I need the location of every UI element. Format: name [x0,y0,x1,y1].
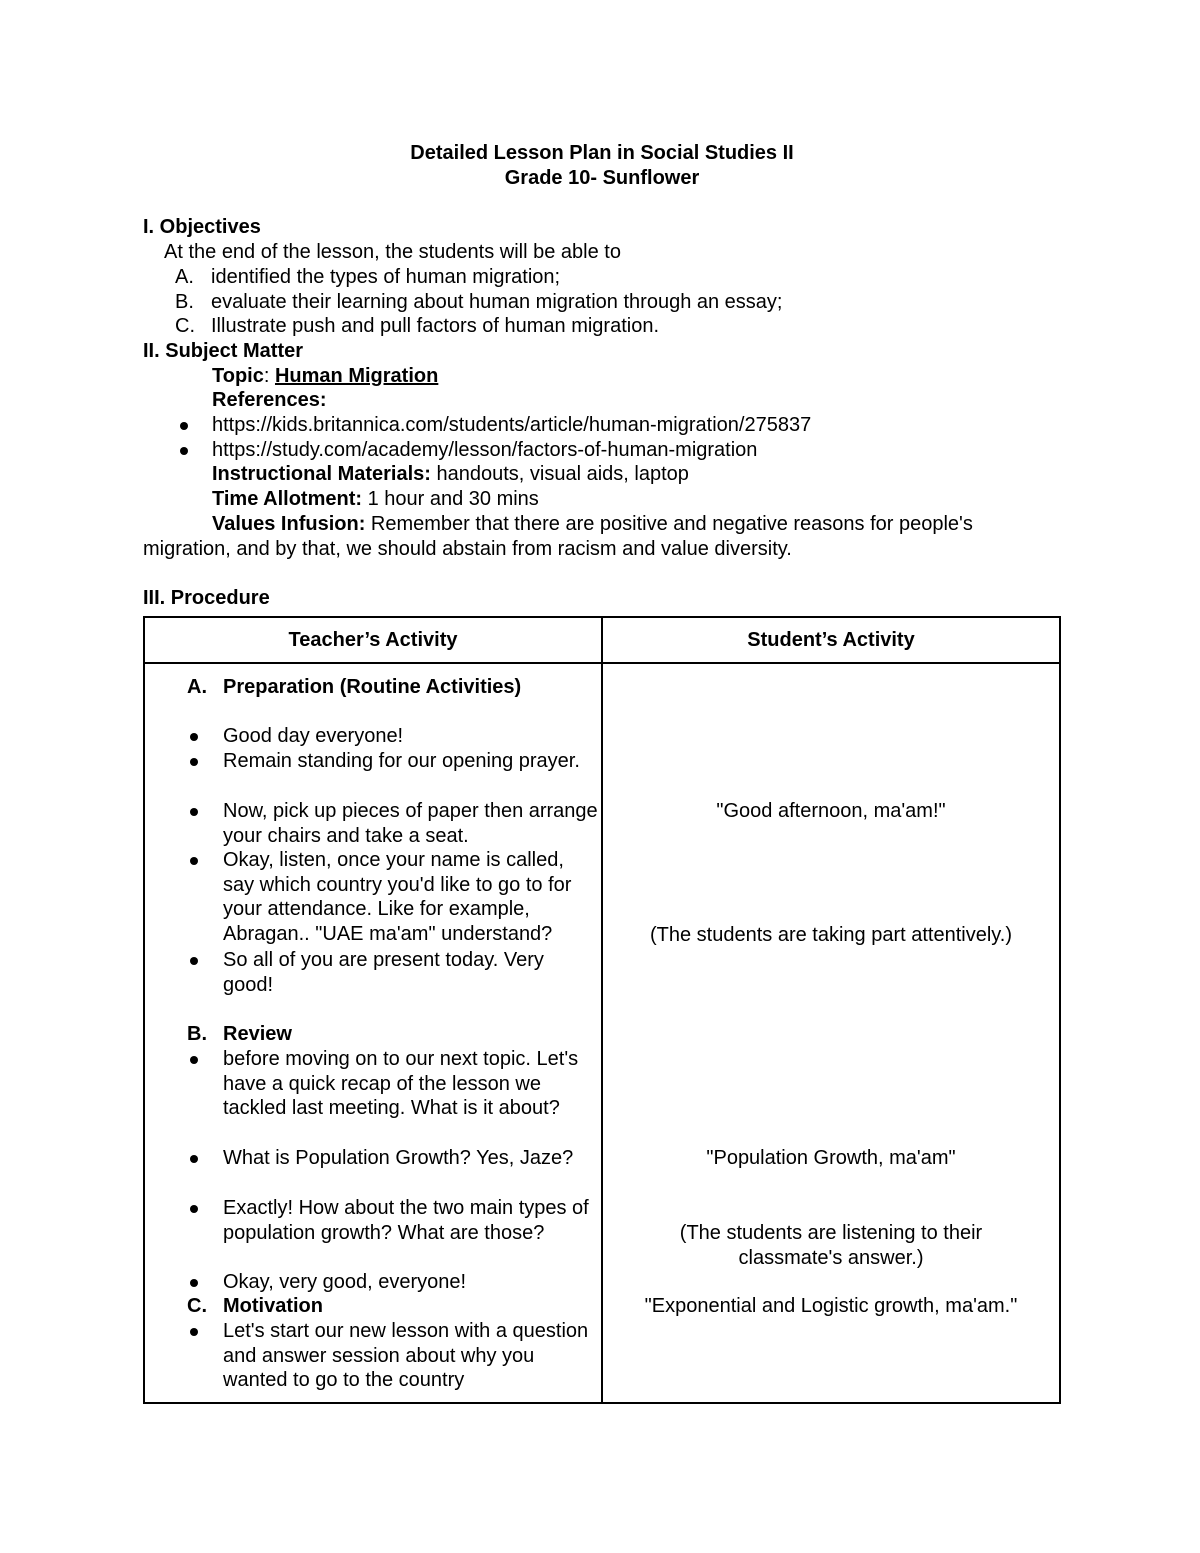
student-response: "Good afternoon, ma'am!" [716,800,946,822]
objective-letter: B. [175,290,194,313]
student-response: (The students are listening to their classmate's answer.) [679,1222,983,1269]
list-item [223,1319,598,1393]
reference-link[interactable]: https://study.com/academy/lesson/factors-of-human-migration [212,438,758,461]
list-item [223,799,598,848]
student-response: "Exponential and Logistic growth, ma'am." [644,1295,1018,1317]
time-line [143,487,1061,512]
procedure-heading: III. Procedure [143,587,270,610]
list-item-text: Okay, very good, everyone! [223,1271,467,1293]
references-label: References: [212,389,327,412]
list-item [223,948,598,997]
list-item-text: So all of you are present today. Very good! [223,949,544,996]
list-item-text: What is Population Growth? Yes, Jaze? [223,1147,574,1169]
reference-item [143,438,1061,463]
values-label: Values Infusion: [212,512,366,535]
bullet-icon [180,447,188,455]
objective-text: evaluate their learning about human migration through an essay; [211,290,783,313]
list-item [223,1196,598,1245]
student-activity-header: Student’s Activity [602,617,1060,663]
list-item-text: Remain standing for our opening prayer. [223,750,580,772]
list-item [223,848,598,947]
bullet-icon [180,422,188,430]
list-item [223,1146,598,1171]
bullet-icon [190,1205,198,1213]
time-label: Time Allotment: [212,488,363,511]
values-value-line2: migration, and by that, we should abstain from racism and value diversity. [143,537,792,560]
time-value: 1 hour and 30 mins [362,488,539,511]
student-response: (The students are taking part attentively.) [649,924,1013,946]
objective-letter: A. [175,265,194,288]
bullet-icon [190,733,198,741]
objective-item [143,265,1061,290]
student-activity-cell [603,664,1059,1402]
list-item-text: before moving on to our next topic. Let's have a quick recap of the lesson we tackled last meeting. What is it about? [223,1048,579,1120]
topic-label: Topic [212,364,264,387]
document-title: Detailed Lesson Plan in Social Studies II [410,142,794,164]
reference-link[interactable]: https://kids.britannica.com/students/article/human-migration/275837 [212,414,812,437]
section-letter: C. [187,1295,207,1317]
list-item-text: Okay, listen, once your name is called, say which country you'd like to go to for your attendance. Like for example, Abragan.. "UAE ma'am" understand? [223,849,572,946]
teacher-activity-cell [145,664,601,1402]
materials-value: handouts, visual aids, laptop [430,463,689,486]
list-item-text: Exactly! How about the two main types of population growth? What are those? [223,1197,589,1244]
table-header-row [144,617,1060,663]
list-item-text: Let's start our new lesson with a question and answer session about why you wanted to go to the country [223,1320,589,1392]
bullet-icon [190,1056,198,1064]
values-value-line1: Remember that there are positive and negative reasons for people's [365,512,973,535]
subject-matter-heading: II. Subject Matter [143,339,304,362]
teacher-activity-header: Teacher’s Activity [144,617,602,663]
section-letter: B. [187,1023,207,1045]
section-title: Preparation (Routine Activities) [223,676,522,698]
materials-label: Instructional Materials: [212,463,431,486]
topic-line [143,364,1061,389]
procedure-table [143,616,1061,1404]
objective-item [143,314,1061,339]
section-letter: A. [187,676,207,698]
list-item-text: Good day everyone! [223,725,404,747]
objectives-heading: I. Objectives [143,216,261,239]
objective-text: Illustrate push and pull factors of human migration. [211,315,660,338]
values-line [143,512,1061,537]
bullet-icon [190,857,198,865]
bullet-icon [190,1155,198,1163]
bullet-icon [190,808,198,816]
objective-letter: C. [175,315,195,338]
topic-separator: : [263,364,275,387]
lesson-plan-page [143,141,1061,1392]
student-response: "Population Growth, ma'am" [706,1147,956,1169]
objective-item [143,290,1061,315]
bullet-icon [190,957,198,965]
objectives-intro: At the end of the lesson, the students will be able to [164,241,621,264]
bullet-icon [190,1328,198,1336]
list-item [223,1270,598,1295]
topic-value: Human Migration [274,364,439,387]
document-subtitle: Grade 10- Sunflower [504,166,700,189]
bullet-icon [190,1279,198,1287]
list-item [223,1047,598,1121]
reference-item [143,413,1061,438]
objective-text: identified the types of human migration; [211,265,561,288]
section-title: Motivation [223,1295,323,1317]
bullet-icon [190,758,198,766]
section-title: Review [223,1023,292,1045]
table-row [144,663,1060,1403]
list-item [223,724,598,749]
list-item-text: Now, pick up pieces of paper then arrange your chairs and take a seat. [223,800,598,847]
list-item [223,749,598,774]
materials-line [143,462,1061,487]
